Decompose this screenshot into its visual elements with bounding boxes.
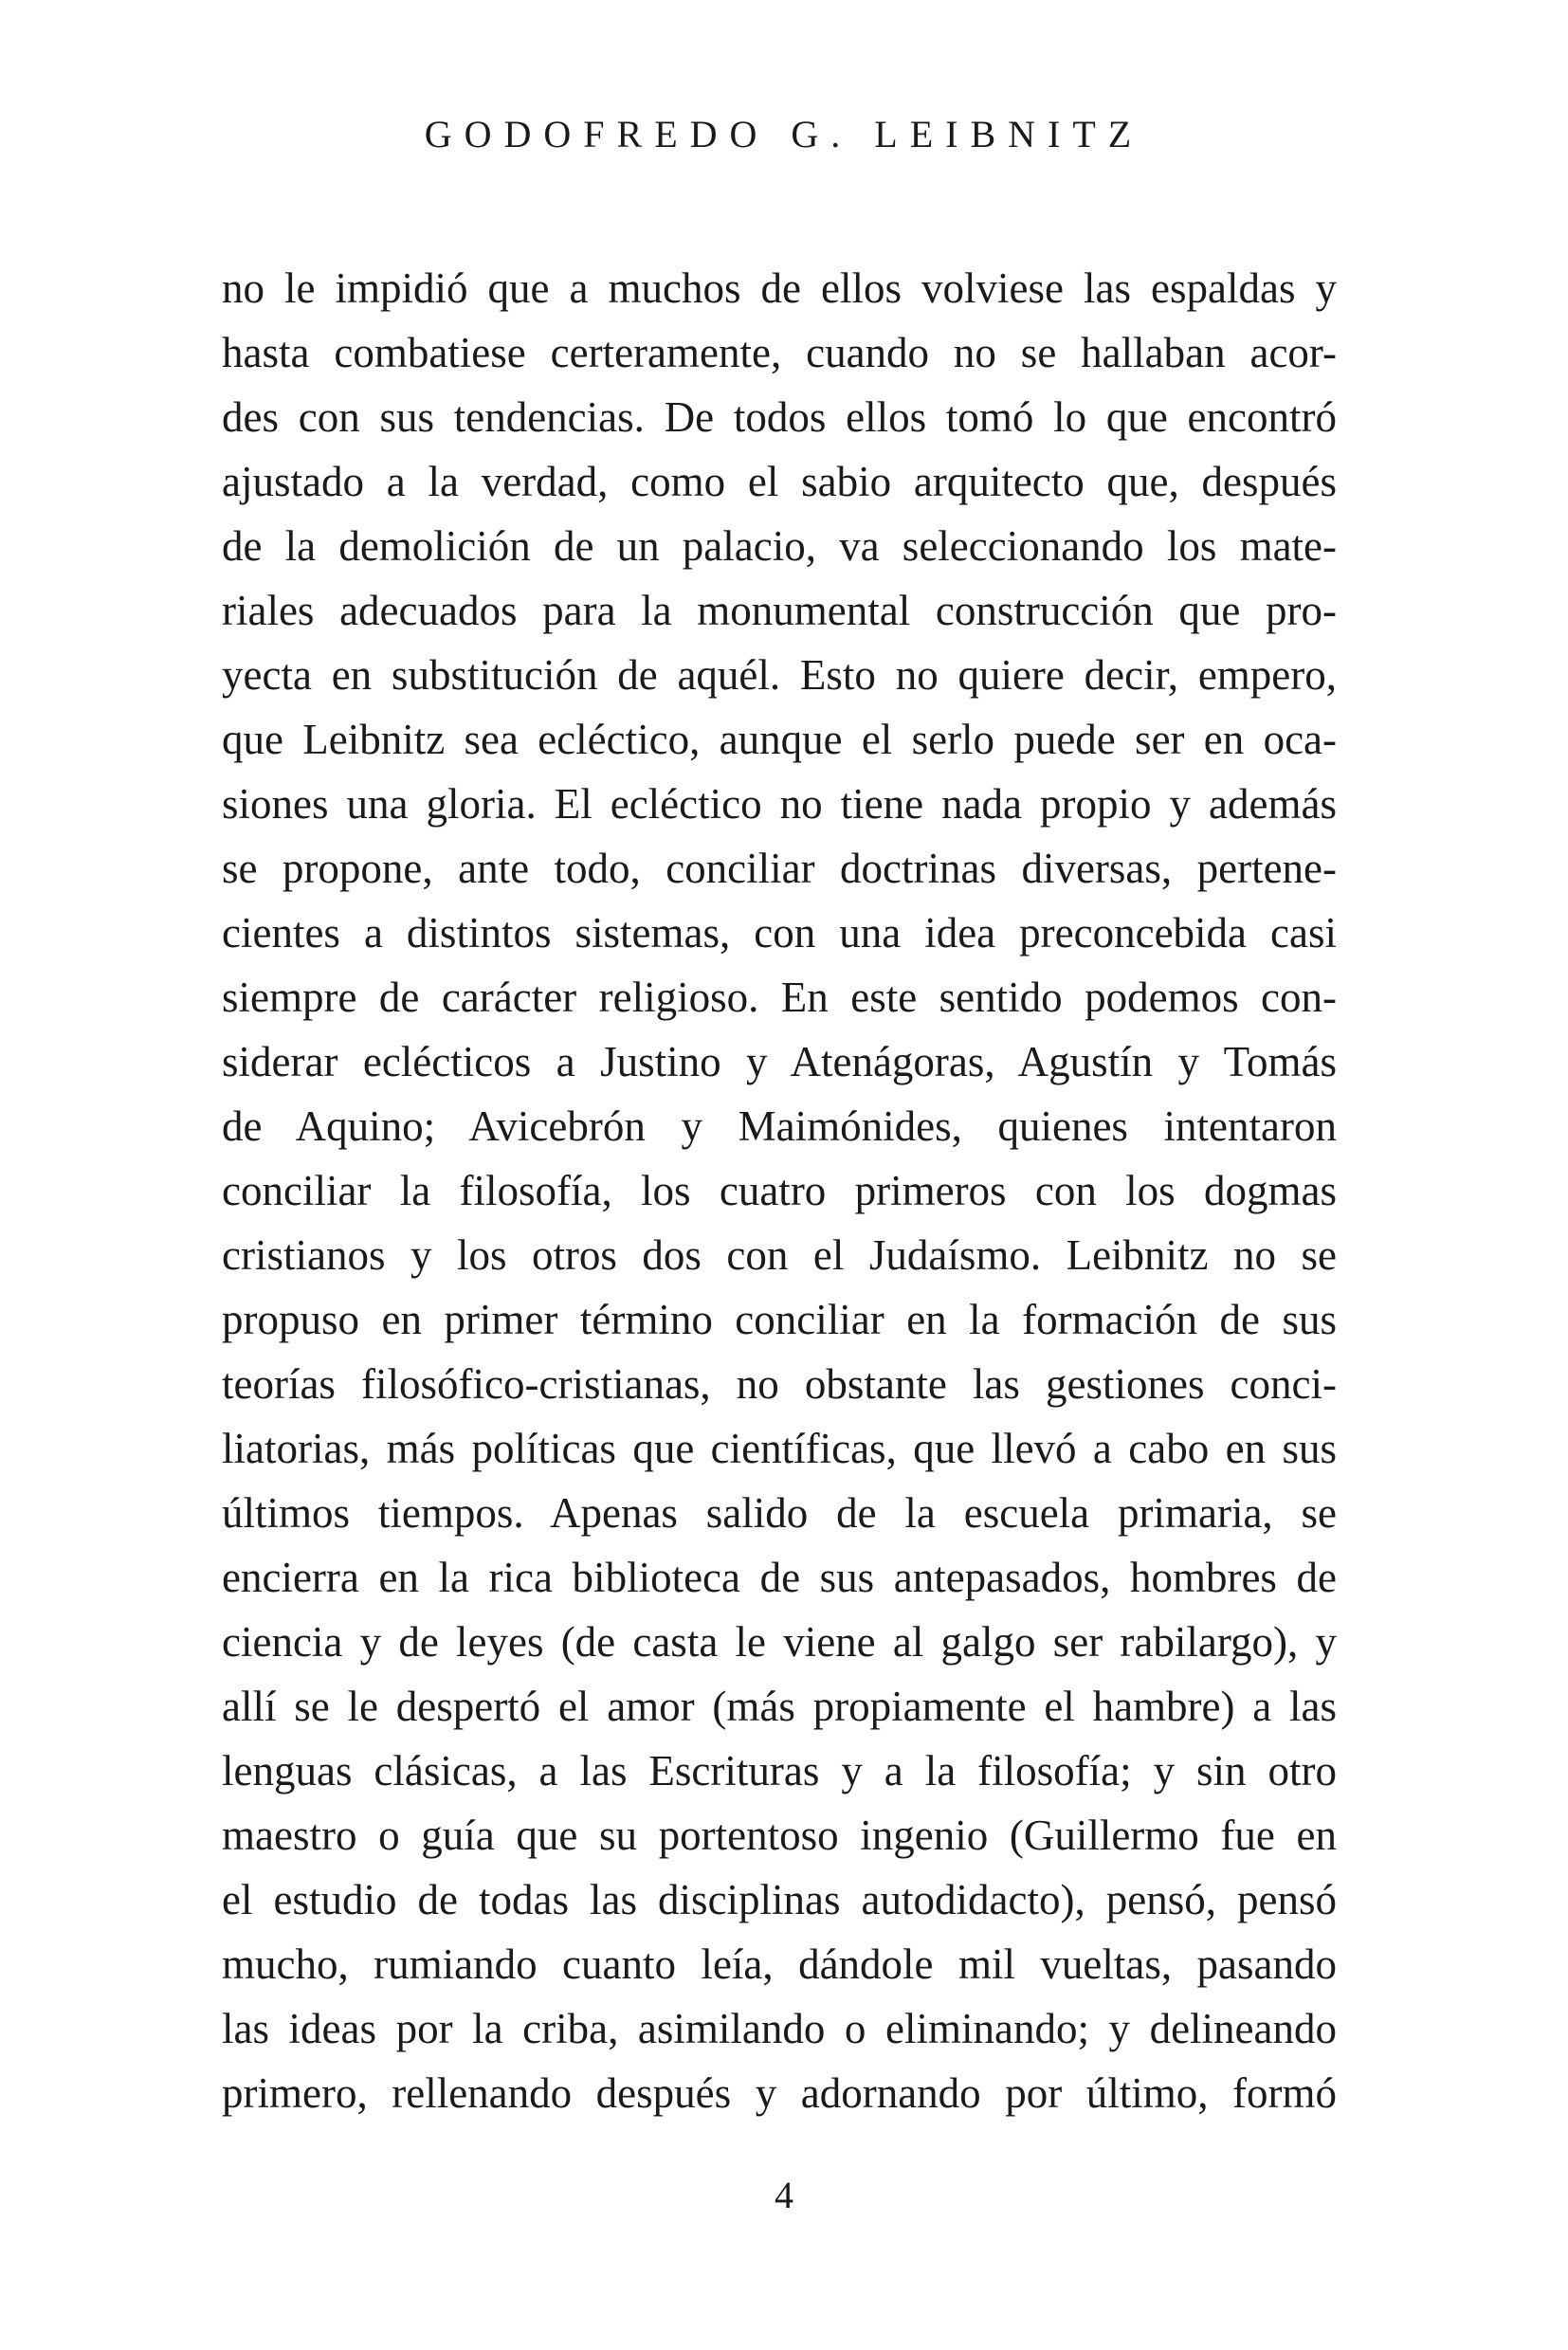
text-line: des con sus tendencias. De todos ellos tomó lo que encontró bbox=[222, 393, 1337, 441]
text-line: cristianos y los otros dos con el Judaísmo. Leibnitz no se bbox=[222, 1231, 1337, 1279]
text-line: ciencia y de leyes (de casta le viene al galgo ser rabilargo), y bbox=[222, 1618, 1337, 1666]
text-line: las ideas por la criba, asimilando o eliminando; y delineando bbox=[222, 2005, 1337, 2052]
text-line: teorías filosófico-cristianas, no obstante las gestiones conci- bbox=[222, 1360, 1337, 1408]
text-line: conciliar la filosofía, los cuatro primeros con los dogmas bbox=[222, 1167, 1337, 1214]
text-line: últimos tiempos. Apenas salido de la escuela primaria, se bbox=[222, 1489, 1337, 1537]
text-line: allí se le despertó el amor (más propiamente el hambre) a las bbox=[222, 1683, 1337, 1730]
text-line: lenguas clásicas, a las Escrituras y a la filosofía; y sin otro bbox=[222, 1747, 1337, 1794]
text-line: maestro o guía que su portentoso ingenio (Guillermo fue en bbox=[222, 1812, 1337, 1859]
text-line: propuso en primer término conciliar en la formación de sus bbox=[222, 1296, 1337, 1343]
text-line: mucho, rumiando cuanto leía, dándole mil vueltas, pasando bbox=[222, 1940, 1337, 1988]
text-line: no le impidió que a muchos de ellos volviese las espaldas y bbox=[222, 264, 1337, 312]
text-line: ajustado a la verdad, como el sabio arquitecto que, después bbox=[222, 458, 1337, 505]
text-line: el estudio de todas las disciplinas autodidacto), pensó, pensó bbox=[222, 1876, 1337, 1923]
text-line: siderar eclécticos a Justino y Atenágoras, Agustín y Tomás bbox=[222, 1038, 1337, 1085]
text-line: se propone, ante todo, conciliar doctrinas diversas, pertene- bbox=[222, 845, 1337, 892]
text-line: liatorias, más políticas que científicas, que llevó a cabo en sus bbox=[222, 1425, 1337, 1472]
page-number: 4 bbox=[775, 2174, 793, 2216]
text-line: yecta en substitución de aquél. Esto no quiere decir, empero, bbox=[222, 651, 1337, 699]
text-line: que Leibnitz sea ecléctico, aunque el serlo puede ser en oca- bbox=[222, 716, 1337, 763]
body-text bbox=[222, 256, 1337, 2125]
text-line: cientes a distintos sistemas, con una idea preconcebida casi bbox=[222, 909, 1337, 956]
text-line: de la demolición de un palacio, va seleccionando los mate- bbox=[222, 522, 1337, 570]
text-line: riales adecuados para la monumental construcción que pro- bbox=[222, 587, 1337, 634]
text-line: hasta combatiese certeramente, cuando no se hallaban acor- bbox=[222, 329, 1337, 376]
text-line: de Aquino; Avicebrón y Maimónides, quienes intentaron bbox=[222, 1102, 1337, 1150]
text-line: siones una gloria. El ecléctico no tiene nada propio y además bbox=[222, 780, 1337, 828]
running-header-title: GODOFREDO G. LEIBNITZ bbox=[424, 113, 1144, 155]
text-line: primero, rellenando después y adornando por último, formó bbox=[222, 2069, 1337, 2117]
text-line: encierra en la rica biblioteca de sus antepasados, hombres de bbox=[222, 1554, 1337, 1601]
text-line: siempre de carácter religioso. En este sentido podemos con- bbox=[222, 974, 1337, 1021]
